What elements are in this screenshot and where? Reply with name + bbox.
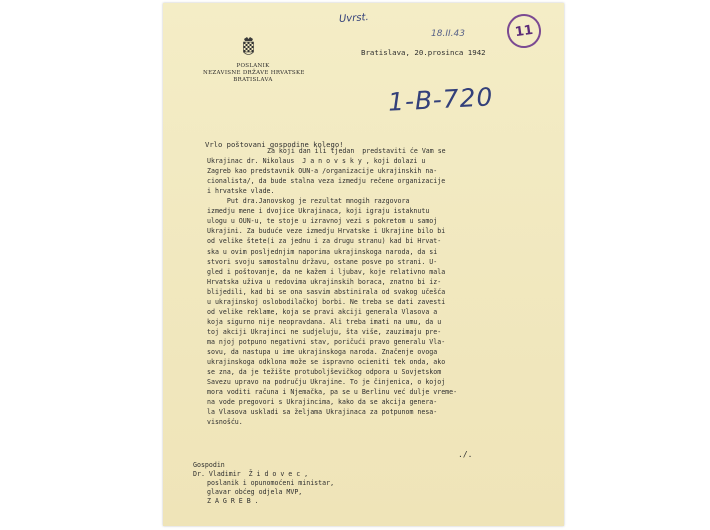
body-line: na vode pregovori s Ukrajincima, kako da se akcija genera- <box>207 398 438 407</box>
addressee-line-4: glavar obćeg odjela MVP, <box>207 488 303 496</box>
salutation: Vrlo poštovani gospodine kolego! <box>205 140 344 149</box>
stamp-number: 11 <box>513 22 535 40</box>
body-line: ska u ovim posljednjim naporima ukrajinskoga naroda, da si <box>207 247 438 256</box>
body-line: se zna, da je težište protuboljševičkog odpora u Sovjetskom <box>207 368 442 377</box>
body-line: Za koji dan ili tjedan predstaviti će Vam se <box>267 147 446 155</box>
body-line: Savezu upravo na području Ukrajine. To je činjenica, o kojoj <box>207 378 446 387</box>
addressee-line-5: Z A G R E B . <box>207 497 259 505</box>
addressee-line-3: poslanik i opunomoćeni ministar, <box>207 479 335 487</box>
body-line: sovu, da nastupa u ime ukrajinskoga naroda. Značenje ovoga <box>207 348 438 356</box>
body-line: i hrvatske vlade. <box>207 187 275 196</box>
body-line: toj akciji Ukrajinci ne sudjeluju, šta više, zauzimaju pre- <box>207 327 442 336</box>
stamp-date: 18.II.43 <box>431 29 465 39</box>
addressee-line-2: Dr. Vladimir Ž i d o v e c , <box>193 470 309 478</box>
date-line: Bratislava, 20.prosinca 1942 <box>361 48 486 57</box>
body-line: u ukrajinskoj oslobodilačkoj borbi. Ne treba se dati zavesti <box>207 297 446 306</box>
closing-mark: ./. <box>458 450 473 459</box>
body-line: ma njoj potpuno negativni stav, poričući pravo generalu Vla- <box>207 337 446 346</box>
body-line: la Vlasova uskladi sa željama Ukrajinaca za potpunom nesa- <box>207 408 438 417</box>
body-line: Put dra.Janovskog je rezultat mnogih razgovora <box>207 197 410 206</box>
coat-of-arms-icon <box>242 37 255 57</box>
registry-stamp <box>505 12 543 50</box>
file-number: 1-B-720 <box>387 82 495 117</box>
body-line: od velike reklame, koja se pravi akciji generala Vlasova a <box>207 307 438 316</box>
body-line: visnošću. <box>207 418 243 427</box>
body-line: koja sigurno nije neopravdana. Ali treba imati na umu, da u <box>207 317 442 326</box>
letterhead-line-1: POSLANIK <box>236 63 270 69</box>
body-line: cionalista/, da bude stalna veza izmedju rečene organizacije <box>207 177 446 186</box>
addressee-line-1: Gospodin <box>193 461 225 469</box>
body-line: ulogu u OUN-u, te stoje u izravnoj vezi s pokretom u samoj <box>207 217 438 226</box>
body-line: mora voditi računa i Njemačka, pa se u Berlinu već dulje vreme- <box>207 388 458 397</box>
body-line: Ukrajini. Za buduće veze izmedju Hrvatske i Ukrajine bilo bi <box>207 227 446 236</box>
body-line: Hrvatska uživa u redovima ukrajinskih boraca, znatno bi iz- <box>207 277 442 286</box>
body-line: gled i poštovanje, da ne kažem i ljubav, koje relativno mala <box>207 267 446 276</box>
letter-page <box>163 3 564 526</box>
body-line: od velike štete(i za jednu i za drugu stranu) kad bi Hrvat- <box>207 237 442 246</box>
letterhead-line-2: NEZAVISNE DRŽAVE HRVATSKE <box>203 70 305 76</box>
body-line: stvori svoju samostalnu državu, ostane posve po strani. U- <box>207 257 438 266</box>
body-line: blijedili, kad bi se ona sasvim abstinirala od svakog učešća <box>207 287 446 296</box>
letterhead-line-3: BRATISLAVA <box>233 77 273 83</box>
body-line: Zagreb kao predstavnik OUN-a /organizacije ukrajinskih na- <box>207 167 438 176</box>
body-line: Ukrajinac dr. Nikolaus J a n o v s k y , koji dolazi u <box>207 157 426 166</box>
body-line: izmedju mene i dvojice Ukrajinaca, koji igraju istaknutu <box>207 207 430 216</box>
body-line: ukrajinskoga odklona može se ispravno ocieniti tek onda, ako <box>207 358 446 367</box>
top-scribble: Uvrst. <box>338 11 370 26</box>
